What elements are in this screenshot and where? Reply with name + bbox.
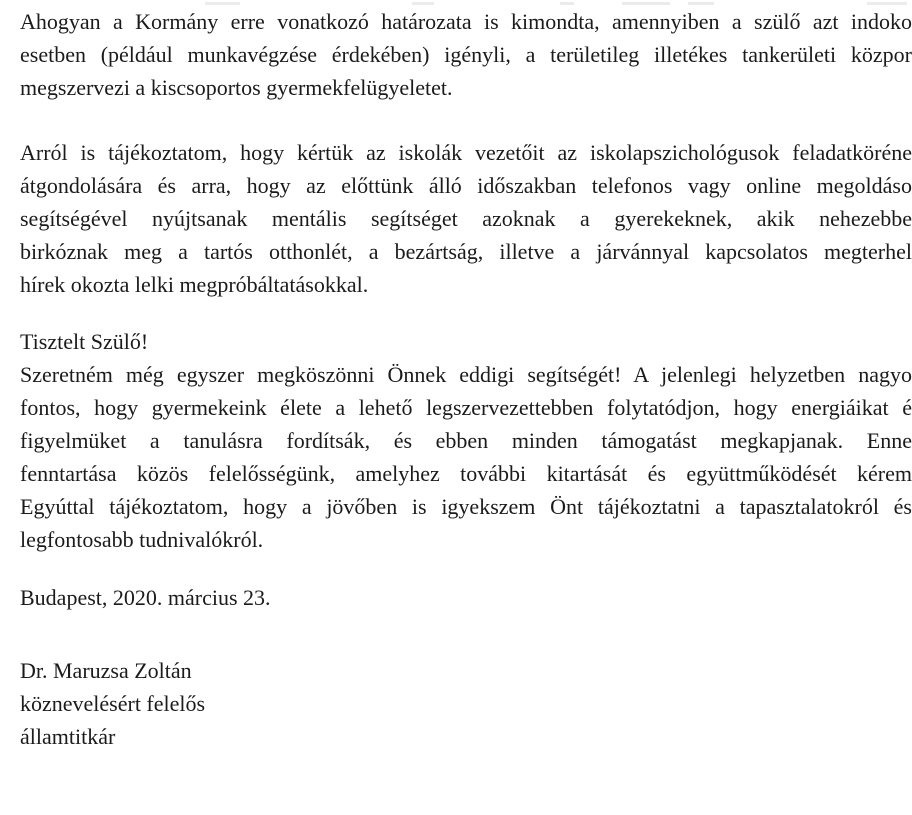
text-line: Szeretném még egyszer megköszönni Önnek eddigi segítségét! A jelenlegi helyzetben nagyo (20, 362, 912, 387)
text-line: birkóznak meg a tartós otthonlét, a bezártság, illetve a járvánnyal kapcsolatos megterhel (20, 239, 912, 264)
date-line: Budapest, 2020. március 23. (20, 585, 271, 610)
paragraph-psychologists (20, 136, 912, 301)
text-line: átgondolására és arra, hogy az előttünk álló időszakban telefonos vagy online megoldáso (20, 173, 912, 198)
letter-body (20, 5, 912, 753)
text-line: hírek okozta lelki megpróbáltatásokkal. (20, 272, 369, 297)
salutation-line: Tisztelt Szülő! (20, 329, 149, 354)
paragraph-childcare (20, 5, 912, 104)
text-line: Egyúttal tájékoztatom, hogy a jövőben is igyekszem Önt tájékoztatni a tapasztalatokról és (20, 494, 912, 519)
text-line: Ahogyan a Kormány erre vonatkozó határozata is kimondta, amennyiben a szülő azt indoko (20, 9, 912, 34)
text-line: figyelmüket a tanulásra fordítsák, és ebben minden támogatást megkapjanak. Enne (20, 428, 912, 453)
text-line: segítségével nyújtsanak mentális segítséget azoknak a gyerekeknek, akik nehezebbe (20, 206, 912, 231)
text-line: Arról is tájékoztatom, hogy kértük az iskolák vezetőit az iskolapszichológusok feladatköréne (20, 140, 912, 165)
text-line: megszervezi a kiscsoportos gyermekfelügyeletet. (20, 75, 453, 100)
paragraph-closing (20, 325, 912, 556)
signature-title-line-1: köznevelésért felelős (20, 691, 206, 716)
signature-title-line-2: államtitkár (20, 724, 116, 749)
signature-block (20, 654, 912, 753)
text-line: fontos, hogy gyermekeink élete a lehető legszervezettebben folytatódjon, hogy energiáikat é (20, 395, 912, 420)
text-line: esetben (például munkavégzése érdekében) igényli, a területileg illetékes tankerületi közpor (20, 42, 912, 67)
signature-name: Dr. Maruzsa Zoltán (20, 658, 192, 683)
text-line: fenntartása közös felelősségünk, amelyhez további kitartását és együttműködését kérem (20, 461, 912, 486)
text-line: legfontosabb tudnivalókról. (20, 527, 264, 552)
